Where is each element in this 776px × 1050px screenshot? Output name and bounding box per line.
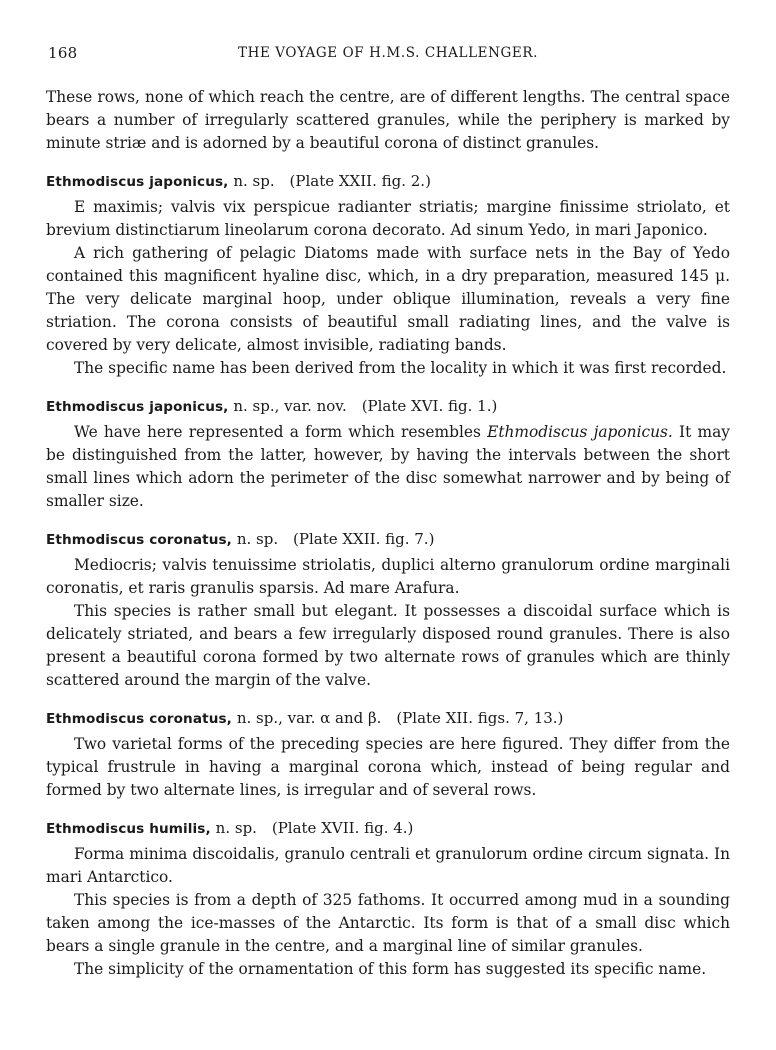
species-status: n. sp. — [215, 819, 257, 837]
species-name: Ethmodiscus coronatus, — [46, 532, 232, 548]
species-status: n. sp., var. nov. — [233, 397, 347, 415]
plate-reference: (Plate XVI. fig. 1.) — [361, 397, 498, 415]
description-paragraph — [46, 421, 730, 513]
species-name: Ethmodiscus japonicus, — [46, 174, 229, 190]
description-paragraph: The specific name has been derived from the locality in which it was first recorded. — [74, 359, 727, 377]
description-paragraph: This species is from a depth of 325 fathoms. It occurred among mud in a sounding taken among the ice-masses of the Antarctic. Its form is that of a small disc which bears a single granule in the centre, and a marginal line of similar granules. — [46, 891, 730, 955]
plate-reference: (Plate XXII. fig. 7.) — [293, 530, 435, 548]
intro-paragraph: These rows, none of which reach the centre, are of different lengths. The central space bears a number of irregularly scattered granules, while the periphery is marked by minute striæ and is adorned by a beautiful corona of distinct granules. — [46, 88, 730, 152]
species-heading — [46, 817, 730, 841]
species-section — [46, 707, 730, 802]
species-section — [46, 170, 730, 380]
document-page — [46, 44, 730, 981]
species-section — [46, 395, 730, 513]
species-heading — [46, 170, 730, 194]
species-name: Ethmodiscus coronatus, — [46, 711, 232, 727]
page-number: 168 — [48, 44, 78, 62]
latin-diagnosis: Forma minima discoidalis, granulo centrali et granulorum ordine circum signata. In mari Antarctico. — [46, 845, 730, 886]
species-section — [46, 817, 730, 981]
latin-diagnosis: E maximis; valvis vix perspicue radianter striatis; margine finissime striolato, et brevium distinctiarum lineolarum corona decorato. Ad sinum Yedo, in mari Japonico. — [46, 198, 730, 239]
species-heading — [46, 395, 730, 419]
species-name: Ethmodiscus humilis, — [46, 821, 211, 837]
plate-reference: (Plate XII. figs. 7, 13.) — [396, 709, 564, 727]
plate-reference: (Plate XXII. fig. 2.) — [289, 172, 431, 190]
paragraph-text: We have here represented a form which resembles — [74, 423, 488, 441]
species-status: n. sp. — [233, 172, 275, 190]
italic-species-name: Ethmodiscus japonicus. — [487, 423, 673, 441]
description-paragraph: This species is rather small but elegant. It possesses a discoidal surface which is delicately striated, and bears a few irregularly disposed round granules. There is also present a beautiful corona formed by two alternate rows of granules which are thinly scattered around the margin of the valve. — [46, 602, 730, 689]
description-paragraph: A rich gathering of pelagic Diatoms made with surface nets in the Bay of Yedo contained this magnificent hyaline disc, which, in a dry preparation, measured 145 μ. The very delicate marginal hoop, under oblique illumination, reveals a very fine striation. The corona consists of beautiful small radiating lines, and the valve is covered by very delicate, almost invisible, radiating bands. — [46, 244, 730, 354]
page-body — [46, 86, 730, 981]
species-status: n. sp. — [236, 530, 279, 548]
paragraph-text: It may be distinguished from the latter, however, by having the intervals between the short small lines which adorn the perimeter of the disc somewhat narrower and by being of smaller size. — [46, 423, 730, 510]
description-paragraph: Two varietal forms of the preceding species are here figured. They differ from the typical frustrule in having a marginal corona which, instead of being regular and formed by two alternate lines, is irregular and of several rows. — [46, 735, 730, 799]
latin-diagnosis: Mediocris; valvis tenuissime striolatis, duplici alterno granulorum ordine marginali coronatis, et raris granulis sparsis. Ad mare Arafura. — [46, 556, 730, 597]
plate-reference: (Plate XVII. fig. 4.) — [271, 819, 414, 837]
species-heading — [46, 528, 730, 552]
species-name: Ethmodiscus japonicus, — [46, 399, 229, 415]
description-paragraph: The simplicity of the ornamentation of this form has suggested its specific name. — [74, 960, 707, 978]
species-status: n. sp., var. α and β. — [236, 709, 382, 727]
species-section — [46, 528, 730, 692]
page-header — [46, 44, 730, 66]
species-heading — [46, 707, 730, 731]
running-title: THE VOYAGE OF H.M.S. CHALLENGER. — [237, 45, 539, 61]
